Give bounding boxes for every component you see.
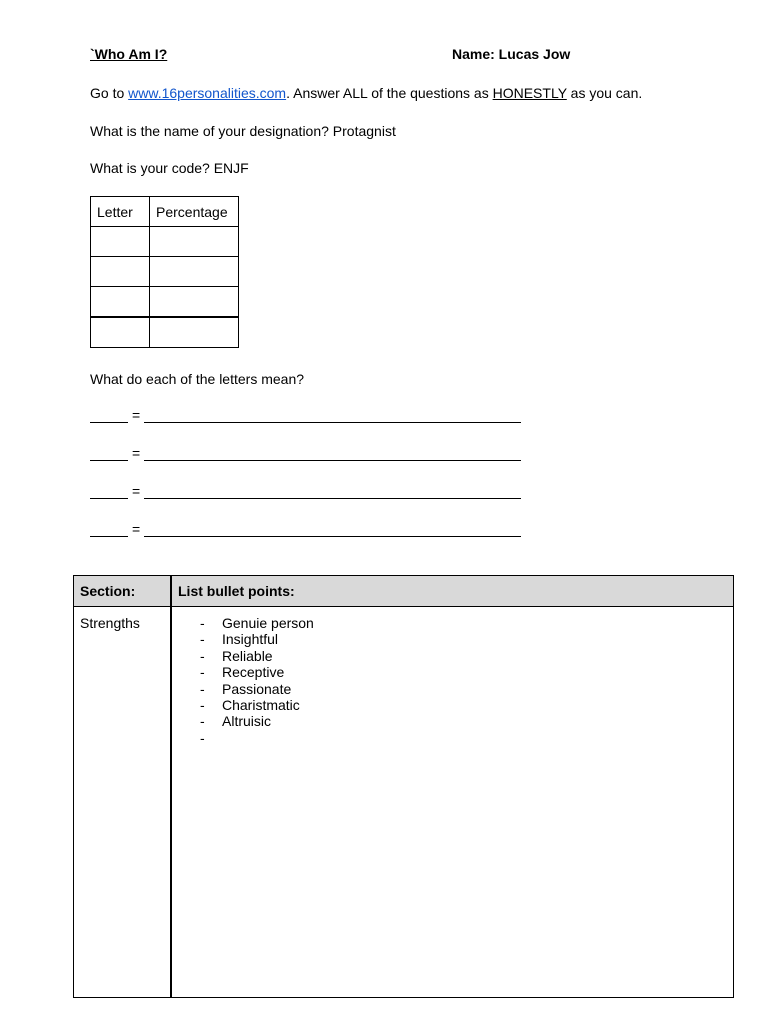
bullet-marker: - bbox=[200, 664, 205, 681]
sections-table-header bbox=[74, 576, 733, 607]
list-item bbox=[200, 730, 314, 746]
meaning-blank-line bbox=[144, 460, 521, 461]
bullet-marker: - bbox=[200, 713, 205, 730]
personalities-link[interactable]: www.16personalities.com bbox=[128, 85, 287, 101]
meaning-blank-line bbox=[144, 536, 521, 537]
letter-meaning-blank[interactable] bbox=[90, 521, 522, 539]
bullet-marker: - bbox=[200, 647, 205, 664]
section-column-header: Section: bbox=[80, 583, 136, 599]
designation-question: What is the name of your designation? Protagnist bbox=[90, 123, 396, 139]
percentage-header: Percentage bbox=[150, 197, 239, 227]
meaning-blank-line bbox=[144, 422, 521, 423]
letter-blank-line bbox=[90, 536, 128, 537]
letter-meaning-blank[interactable] bbox=[90, 407, 522, 425]
bullet-marker: - bbox=[200, 696, 205, 713]
column-divider bbox=[170, 576, 172, 997]
table-header-row bbox=[91, 197, 239, 227]
equals-sign: = bbox=[132, 445, 141, 461]
percentage-cell[interactable] bbox=[150, 227, 239, 257]
honestly-emphasis: HONESTLY bbox=[492, 85, 567, 101]
table-row bbox=[91, 227, 239, 257]
bullet-text: Charistmatic bbox=[222, 696, 300, 713]
letter-blank-line bbox=[90, 460, 128, 461]
bullet-marker: - bbox=[200, 615, 205, 631]
sections-table bbox=[73, 575, 734, 998]
percentage-cell[interactable] bbox=[150, 317, 239, 348]
instructions-line bbox=[90, 85, 642, 101]
letter-cell[interactable] bbox=[91, 287, 150, 318]
meaning-blank-line bbox=[144, 498, 521, 499]
list-item bbox=[200, 648, 314, 664]
instructions-middle: . Answer ALL of the questions as bbox=[286, 85, 493, 101]
table-row bbox=[91, 317, 239, 348]
equals-sign: = bbox=[132, 483, 141, 499]
bullet-marker: - bbox=[200, 680, 205, 697]
bullet-text: Insightful bbox=[222, 631, 279, 648]
list-item bbox=[200, 713, 314, 729]
list-item bbox=[200, 664, 314, 680]
letter-blank-line bbox=[90, 422, 128, 423]
instructions-prefix: Go to bbox=[90, 85, 129, 101]
student-name: Name: Lucas Jow bbox=[452, 46, 571, 62]
letter-cell[interactable] bbox=[91, 227, 150, 257]
bullet-text: Altruisic bbox=[222, 713, 272, 730]
letter-meaning-blank[interactable] bbox=[90, 445, 522, 463]
bullet-text: Passionate bbox=[222, 680, 292, 697]
letter-cell[interactable] bbox=[91, 257, 150, 287]
letter-blank-line bbox=[90, 498, 128, 499]
bullet-points-column-header: List bullet points: bbox=[178, 583, 295, 599]
strengths-bullet-list[interactable] bbox=[200, 615, 314, 746]
letter-meaning-blank[interactable] bbox=[90, 483, 522, 501]
bullet-text: Receptive bbox=[222, 664, 285, 681]
bullet-text: Reliable bbox=[222, 647, 273, 664]
instructions-suffix: as you can. bbox=[566, 85, 643, 101]
list-item bbox=[200, 631, 314, 647]
table-row bbox=[91, 287, 239, 318]
worksheet-title: `Who Am I? bbox=[90, 46, 168, 62]
section-name-strengths: Strengths bbox=[80, 615, 140, 631]
bullet-text: Genuie person bbox=[222, 615, 314, 631]
bullet-marker: - bbox=[200, 631, 205, 648]
percentage-cell[interactable] bbox=[150, 257, 239, 287]
list-item bbox=[200, 615, 314, 631]
letters-meaning-question: What do each of the letters mean? bbox=[90, 371, 305, 387]
letter-percentage-table bbox=[90, 196, 239, 348]
letter-cell[interactable] bbox=[91, 317, 150, 348]
percentage-cell[interactable] bbox=[150, 287, 239, 318]
list-item bbox=[200, 681, 314, 697]
equals-sign: = bbox=[132, 521, 141, 537]
table-row bbox=[91, 257, 239, 287]
code-question: What is your code? ENJF bbox=[90, 160, 249, 176]
letter-header: Letter bbox=[91, 197, 150, 227]
bullet-marker: - bbox=[200, 729, 205, 746]
equals-sign: = bbox=[132, 407, 141, 423]
list-item bbox=[200, 697, 314, 713]
